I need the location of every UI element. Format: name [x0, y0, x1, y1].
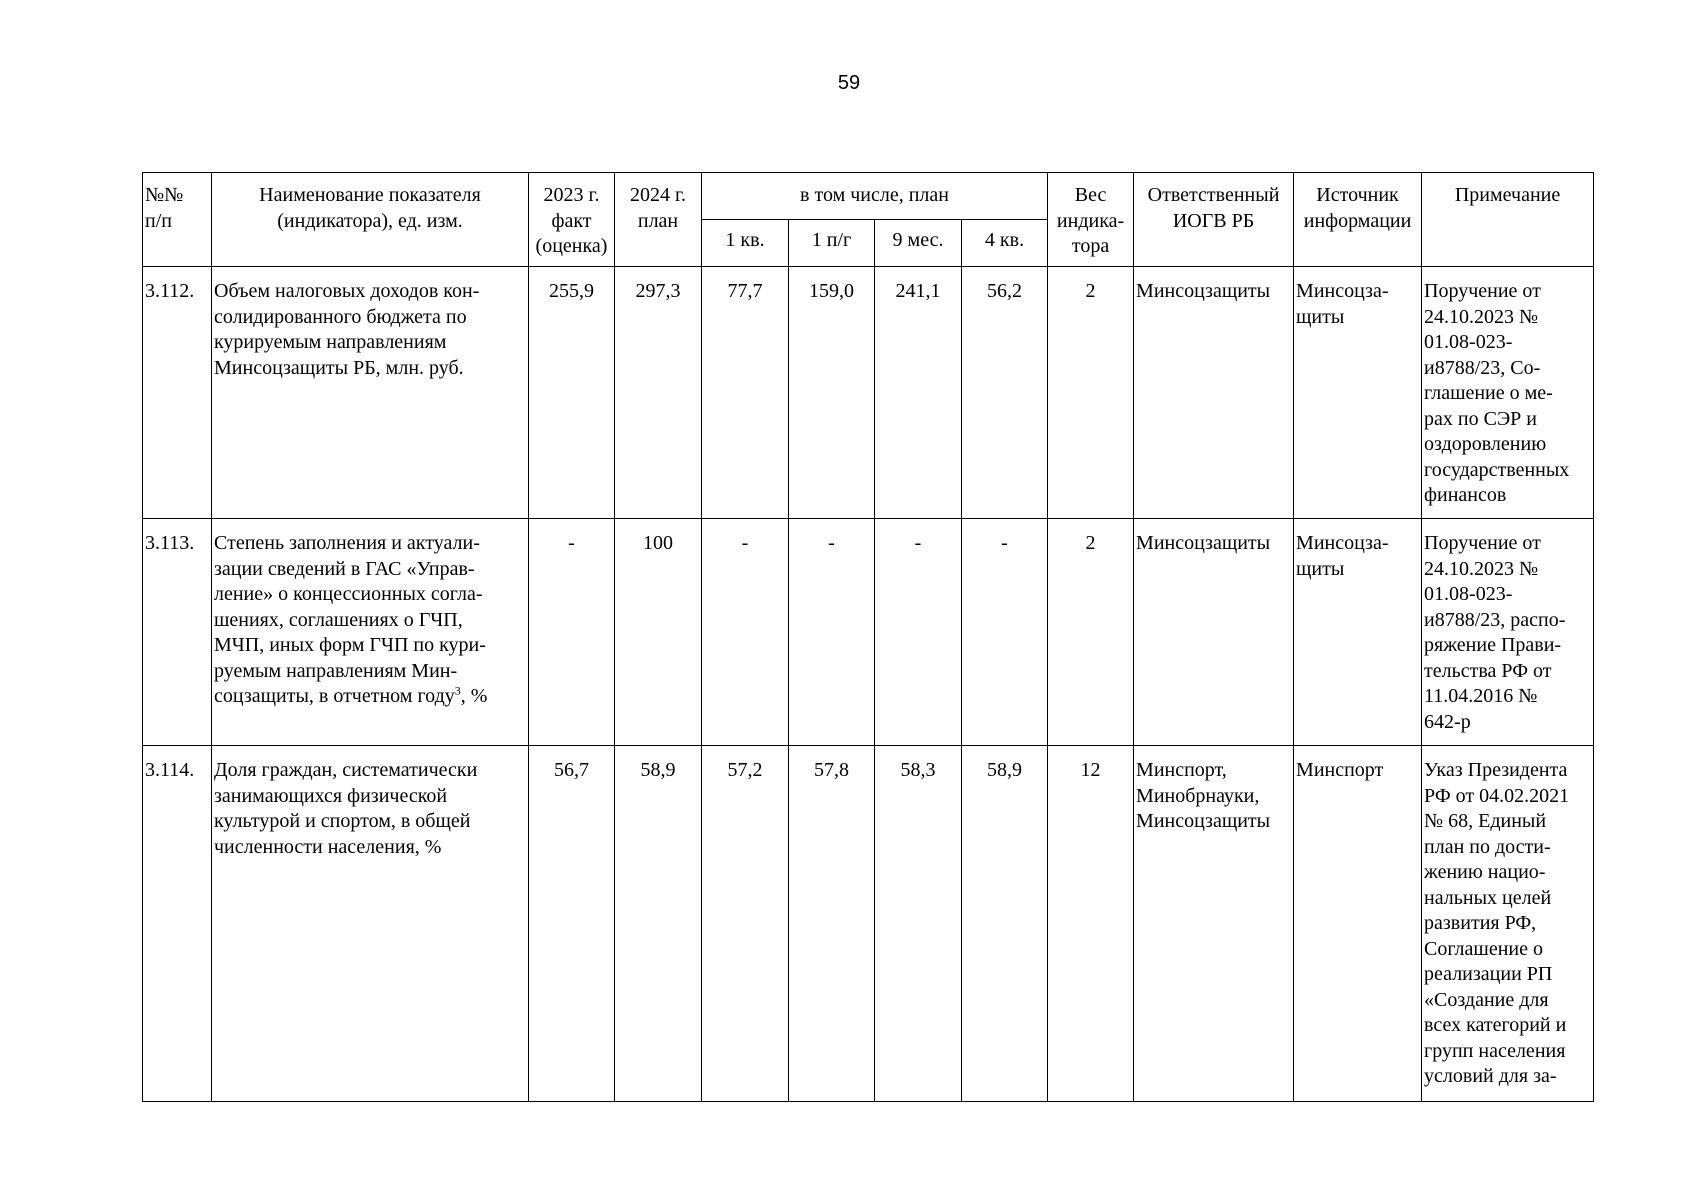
table-row — [143, 267, 1594, 519]
row-fact-2023: 56,7 — [529, 746, 615, 1102]
row-responsible: Минсоцзащиты — [1134, 519, 1294, 746]
row-q4: 58,9 — [962, 746, 1048, 1102]
header-including-plan: в том числе, план — [702, 173, 1048, 220]
row-plan-2024: 58,9 — [615, 746, 702, 1102]
header-note: Примечание — [1422, 173, 1594, 267]
row-name: Степень заполнения и актуали- зации сведений в ГАС «Управ- ление» о концессионных согла- шениях, соглашениях о ГЧП, МЧП, иных форм ГЧП по кури- руемым направлениям Мин- соцзащиты, в отчетном году$^3$, % — [212, 519, 529, 746]
row-m9: - — [875, 519, 962, 746]
row-q1: - — [702, 519, 789, 746]
header-plan-2024: 2024 г. план — [615, 173, 702, 267]
row-h1: 57,8 — [789, 746, 875, 1102]
row-note: Поручение от 24.10.2023 № 01.08-023- и8788/23, Со- глашение о ме- рах по СЭР и оздоровлению государственных финансов — [1422, 267, 1594, 519]
row-weight: 2 — [1048, 267, 1134, 519]
row-fact-2023: 255,9 — [529, 267, 615, 519]
header-h1: 1 п/г — [789, 220, 875, 267]
row-num: 3.113. — [143, 519, 212, 746]
header-q4: 4 кв. — [962, 220, 1048, 267]
header-fact-2023: 2023 г. факт (оценка) — [529, 173, 615, 267]
row-note: Поручение от 24.10.2023 № 01.08-023- и8788/23, распо- ряжение Прави- тельства РФ от 11.04.2016 № 642-р — [1422, 519, 1594, 746]
row-q1: 57,2 — [702, 746, 789, 1102]
header-m9: 9 мес. — [875, 220, 962, 267]
indicators-table — [142, 172, 1594, 1102]
row-weight: 12 — [1048, 746, 1134, 1102]
row-m9: 241,1 — [875, 267, 962, 519]
row-num: 3.112. — [143, 267, 212, 519]
row-note: Указ Президента РФ от 04.02.2021 № 68, Единый план по дости- жению нацио- нальных целей развития РФ, Соглашение о реализации РП «Создание для всех категорий и групп населения условий для за- — [1422, 746, 1594, 1102]
header-weight: Вес индика- тора — [1048, 173, 1134, 267]
footnote-marker: 3 — [454, 683, 461, 698]
table-row — [143, 519, 1594, 746]
row-source: Минспорт — [1294, 746, 1422, 1102]
page-number: 59 — [837, 72, 861, 94]
header-responsible: Ответственный ИОГВ РБ — [1134, 173, 1294, 267]
row-source: Минсоцза- щиты — [1294, 519, 1422, 746]
header-source: Источник информации — [1294, 173, 1422, 267]
row-plan-2024: 297,3 — [615, 267, 702, 519]
row-m9: 58,3 — [875, 746, 962, 1102]
row-weight: 2 — [1048, 519, 1134, 746]
header-num: №№ п/п — [143, 173, 212, 267]
row-q1: 77,7 — [702, 267, 789, 519]
row-source: Минсоцза- щиты — [1294, 267, 1422, 519]
row-q4: - — [962, 519, 1048, 746]
row-responsible: Минсоцзащиты — [1134, 267, 1294, 519]
row-name: Объем налоговых доходов кон- солидированного бюджета по курируемым направлениям Минсоцзащиты РБ, млн. руб. — [212, 267, 529, 519]
row-h1: 159,0 — [789, 267, 875, 519]
table-row — [143, 746, 1594, 1102]
header-name: Наименование показателя (индикатора), ед. изм. — [212, 173, 529, 267]
table-header-row — [143, 173, 1594, 220]
row-h1: - — [789, 519, 875, 746]
row-plan-2024: 100 — [615, 519, 702, 746]
row-num: 3.114. — [143, 746, 212, 1102]
row-name: Доля граждан, систематически занимающихся физической культурой и спортом, в общей численности населения, % — [212, 746, 529, 1102]
row-responsible: Минспорт, Минобрнауки, Минсоцзащиты — [1134, 746, 1294, 1102]
row-fact-2023: - — [529, 519, 615, 746]
header-q1: 1 кв. — [702, 220, 789, 267]
row-q4: 56,2 — [962, 267, 1048, 519]
